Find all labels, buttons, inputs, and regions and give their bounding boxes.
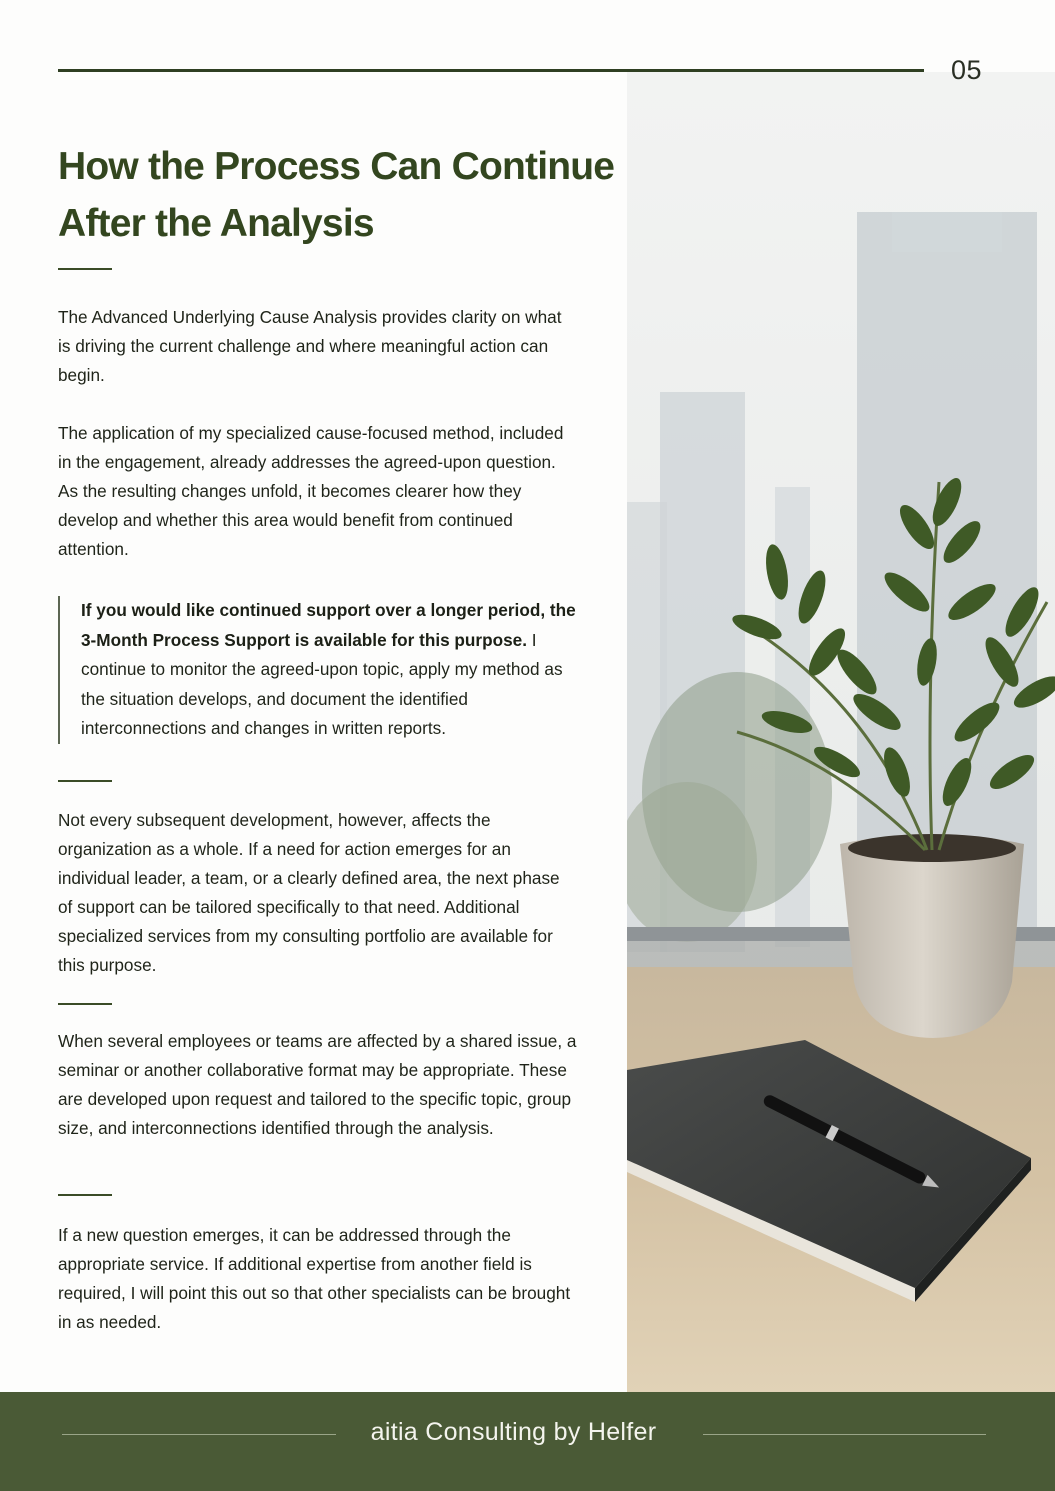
title-line-1: How the Process Can Continue [58, 145, 615, 188]
accent-divider [58, 268, 112, 270]
process-support-callout [58, 596, 578, 744]
office-plant-photo [627, 72, 1055, 1392]
callout-body: I continue to monitor the agreed-upon topic, apply my method as the situation develops, and document the identified interconnections and changes in written reports. [81, 629, 563, 738]
accent-divider [58, 780, 112, 782]
callout-highlight: If you would like continued support over a longer period, the 3-Month Process Support is available for this purpose. [81, 600, 576, 650]
footer-bar [0, 1392, 1055, 1491]
team-format-paragraph: When several employees or teams are affected by a shared issue, a seminar or another collaborative format may be appropriate. These are developed upon request and tailored to the specific topic, group size, and interconnections identified through the analysis. [58, 1031, 577, 1138]
intro-paragraph-1: The Advanced Underlying Cause Analysis provides clarity on what is driving the current challenge and where meaningful action can begin. [58, 307, 562, 385]
page-title [58, 138, 618, 252]
new-question-paragraph: If a new question emerges, it can be addressed through the appropriate service. If additional expertise from another field is required, I will point this out so that other specialists can be brought in as needed. [58, 1225, 571, 1332]
individual-support-paragraph: Not every subsequent development, however, affects the organization as a whole. If a need for action emerges for an individual leader, a team, or a clearly defined area, the next phase of support can be tailored specifically to that need. Additional specialized services from my consulting portfolio are available for this purpose. [58, 810, 560, 975]
accent-divider [58, 1003, 112, 1005]
intro-paragraph-2: The application of my specialized cause-focused method, included in the engagement, already addresses the agreed-upon question. As the resulting changes unfold, it becomes clearer how they develop and whether this area would benefit from continued attention. [58, 423, 564, 559]
footer-rule-right [703, 1434, 986, 1435]
title-line-2: After the Analysis [58, 202, 374, 245]
top-rule [58, 69, 924, 72]
page-number: 05 [951, 55, 983, 85]
footer-brand: aitia Consulting by Helfer [370, 1418, 657, 1446]
accent-divider [58, 1194, 112, 1196]
